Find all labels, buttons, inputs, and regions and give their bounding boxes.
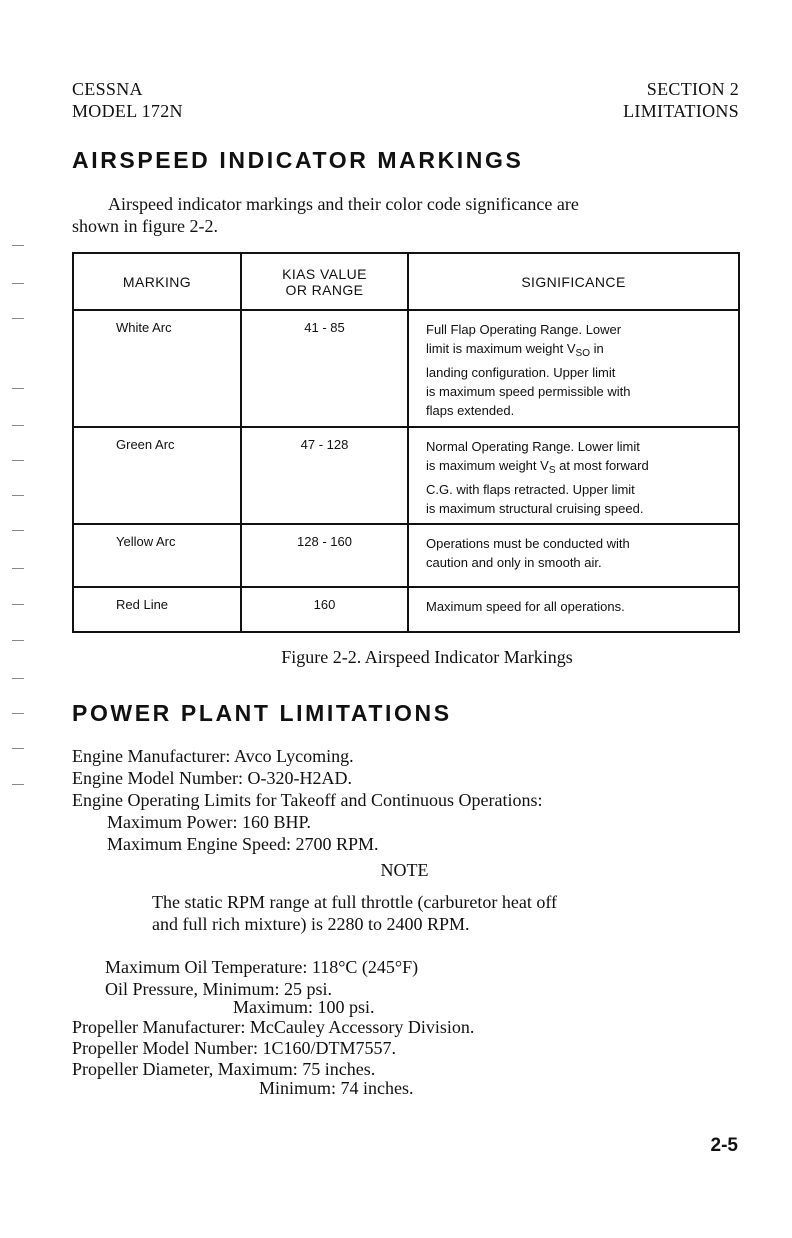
margin-mark [12, 604, 24, 605]
significance-text: limit is maximum weight V [426, 341, 576, 356]
header-section: SECTION 2 [646, 79, 739, 99]
figure-caption: Figure 2-2. Airspeed Indicator Markings [281, 647, 573, 667]
significance-line: Maximum speed for all operations. [426, 599, 625, 614]
significance-cell [408, 310, 739, 427]
margin-mark [12, 425, 24, 426]
significance-text: in [589, 341, 604, 356]
propeller-model: Propeller Model Number: 1C160/DTM7557. [72, 1038, 396, 1058]
table-row [73, 427, 739, 524]
margin-mark [12, 748, 24, 749]
header-section-title: LIMITATIONS [623, 101, 739, 121]
maximum-power: Maximum Power: 160 BHP. [107, 812, 312, 832]
header-manufacturer: CESSNA [72, 79, 143, 99]
kias-cell: 41 - 85 [241, 310, 408, 427]
significance-line: Full Flap Operating Range. Lower [426, 322, 622, 337]
significance-line: is maximum speed permissible with [426, 384, 631, 399]
margin-mark [12, 530, 24, 531]
note-line1: The static RPM range at full throttle (carburetor heat off [152, 892, 558, 912]
margin-mark [12, 460, 24, 461]
oil-pressure-maximum: Maximum: 100 psi. [233, 997, 375, 1017]
col-header-significance: SIGNIFICANCE [408, 253, 739, 310]
marking-cell: Yellow Arc [73, 524, 241, 587]
col-header-marking: MARKING [73, 253, 241, 310]
kias-cell: 47 - 128 [241, 427, 408, 524]
engine-manufacturer: Engine Manufacturer: Avco Lycoming. [72, 746, 354, 766]
vso-subscript: SO [575, 348, 590, 359]
engine-operating-limits: Engine Operating Limits for Takeoff and Continuous Operations: [72, 790, 543, 810]
margin-mark [12, 318, 24, 319]
significance-line: C.G. with flaps retracted. Upper limit [426, 482, 635, 497]
significance-line [426, 456, 730, 480]
table-row [73, 524, 739, 587]
margin-mark [12, 784, 24, 785]
margin-mark [12, 568, 24, 569]
oil-pressure-minimum: Oil Pressure, Minimum: 25 psi. [105, 979, 333, 999]
header-right [623, 78, 739, 122]
table-row [73, 310, 739, 427]
propeller-manufacturer: Propeller Manufacturer: McCauley Accessory Division. [72, 1017, 475, 1037]
note-line2: and full rich mixture) is 2280 to 2400 RPM. [152, 914, 470, 934]
margin-mark [12, 640, 24, 641]
page-number: 2-5 [710, 1135, 738, 1156]
significance-line: caution and only in smooth air. [426, 555, 602, 570]
significance-line: Normal Operating Range. Lower limit [426, 439, 640, 454]
airspeed-intro-line1: Airspeed indicator markings and their color code significance are [108, 194, 579, 214]
significance-cell [408, 587, 739, 632]
col-header-kias [241, 253, 408, 310]
table-row [73, 587, 739, 632]
header-left [72, 78, 183, 122]
engine-model: Engine Model Number: O-320-H2AD. [72, 768, 352, 788]
powerplant-heading: POWER PLANT LIMITATIONS [72, 700, 452, 726]
propeller-diameter-minimum: Minimum: 74 inches. [259, 1078, 414, 1098]
margin-mark [12, 388, 24, 389]
col-header-kias-line1: KIAS VALUE [282, 265, 367, 282]
significance-text: at most forward [555, 458, 649, 473]
kias-cell: 160 [241, 587, 408, 632]
margin-mark [12, 495, 24, 496]
significance-cell [408, 524, 739, 587]
vs-subscript: S [548, 465, 556, 476]
marking-cell: Red Line [73, 587, 241, 632]
airspeed-markings-table [72, 252, 740, 633]
marking-cell: White Arc [73, 310, 241, 427]
propeller-diameter-maximum: Propeller Diameter, Maximum: 75 inches. [72, 1059, 376, 1079]
significance-line: landing configuration. Upper limit [426, 365, 616, 380]
max-oil-temperature: Maximum Oil Temperature: 118°C (245°F) [105, 957, 419, 977]
airspeed-heading: AIRSPEED INDICATOR MARKINGS [72, 147, 524, 173]
airspeed-intro-line2: shown in figure 2-2. [72, 216, 218, 236]
col-header-kias-line2: OR RANGE [285, 281, 364, 298]
significance-line [426, 339, 730, 363]
significance-cell [408, 427, 739, 524]
margin-mark [12, 283, 24, 284]
marking-cell: Green Arc [73, 427, 241, 524]
significance-line: Operations must be conducted with [426, 536, 630, 551]
note-title: NOTE [380, 860, 429, 880]
header-model: MODEL 172N [72, 101, 183, 121]
significance-line: flaps extended. [426, 403, 515, 418]
significance-line: is maximum structural cruising speed. [426, 501, 644, 516]
table-header-row [73, 253, 739, 310]
significance-text: is maximum weight V [426, 458, 549, 473]
margin-mark [12, 245, 24, 246]
kias-cell: 128 - 160 [241, 524, 408, 587]
margin-mark [12, 713, 24, 714]
margin-mark [12, 678, 24, 679]
maximum-engine-speed: Maximum Engine Speed: 2700 RPM. [107, 834, 379, 854]
